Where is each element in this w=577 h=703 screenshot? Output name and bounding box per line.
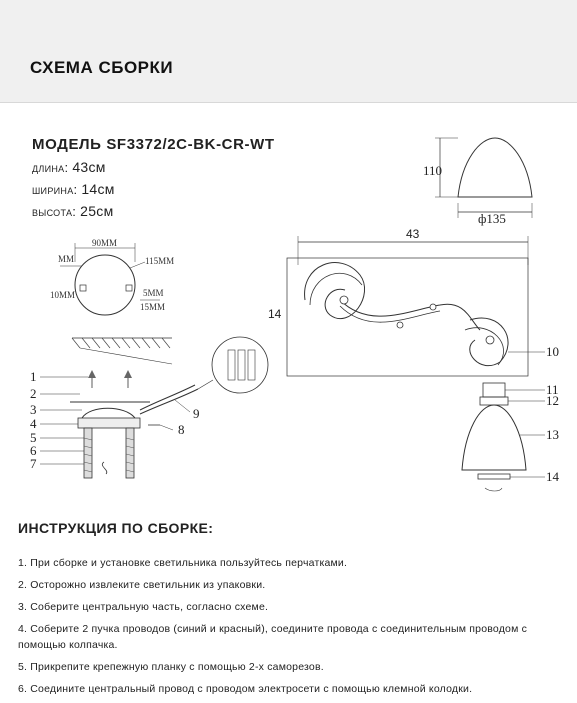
overall-width-dim: 14 [268, 307, 282, 321]
central-part [70, 337, 268, 478]
instruction-item: 6. Соедините центральный провод с проводом электросети с помощью клемной колодки. [18, 683, 473, 695]
instruction-item: 5. Прикрепите крепежную планку с помощью 2-х саморезов. [18, 661, 324, 673]
top-view [268, 227, 545, 376]
overall-length-dim: 43 [406, 227, 420, 241]
spec-width-label: ширина: [32, 182, 78, 197]
spec-height-label: высота: [32, 204, 77, 219]
callout-12: 12 [546, 393, 559, 408]
instructions-title: ИНСТРУКЦИЯ ПО СБОРКЕ: [18, 520, 214, 536]
spec-height-value: 25см [80, 203, 114, 219]
shade-height-dim: 110 [423, 163, 443, 178]
side-view [462, 383, 545, 491]
shade-diameter-dim: ф135 [478, 211, 506, 226]
callout-14: 14 [546, 469, 559, 484]
instruction-item: 2. Осторожно извлеките светильник из упаковки. [18, 579, 266, 591]
callout-4: 4 [30, 416, 37, 431]
spec-length-label: длина: [32, 160, 69, 175]
dim-5-label: 5MM [143, 288, 164, 298]
callout-8: 8 [178, 422, 185, 437]
instruction-item: 4. Соберите 2 пучка проводов (синий и красный), соедините провода с соединительным проводом с помощью колпачка. [18, 623, 528, 651]
spec-length-value: 43см [72, 159, 106, 175]
model-name: МОДЕЛЬ SF3372/2C-BK-CR-WT [32, 136, 275, 153]
plate-width-dim: 90MM [92, 238, 118, 248]
instruction-item: 3. Соберите центральную часть, согласно схеме. [18, 601, 269, 613]
spec-width-value: 14см [81, 181, 115, 197]
shade-detail [423, 138, 532, 226]
dim-115-label: 115MM [145, 256, 175, 266]
instruction-item: 1. При сборке и установке светильника пользуйтесь перчатками. [18, 557, 348, 569]
page-title: СХЕМА СБОРКИ [30, 58, 174, 77]
dim-15-label: 15MM [140, 302, 166, 312]
callout-10: 10 [546, 344, 559, 359]
mounting-plate-detail [50, 238, 174, 315]
callout-3: 3 [30, 402, 37, 417]
instructions-list [18, 555, 573, 703]
dim-10-label: 10MM [50, 290, 76, 300]
callout-11: 11 [546, 382, 559, 397]
mm-label: MM [58, 254, 75, 264]
callout-1: 1 [30, 369, 37, 384]
callout-13: 13 [546, 427, 559, 442]
callout-2: 2 [30, 386, 37, 401]
ceiling-hatch [72, 338, 172, 364]
callout-6: 6 [30, 443, 37, 458]
callout-7: 7 [30, 456, 37, 471]
callout-5: 5 [30, 430, 37, 445]
callout-9: 9 [193, 406, 200, 421]
